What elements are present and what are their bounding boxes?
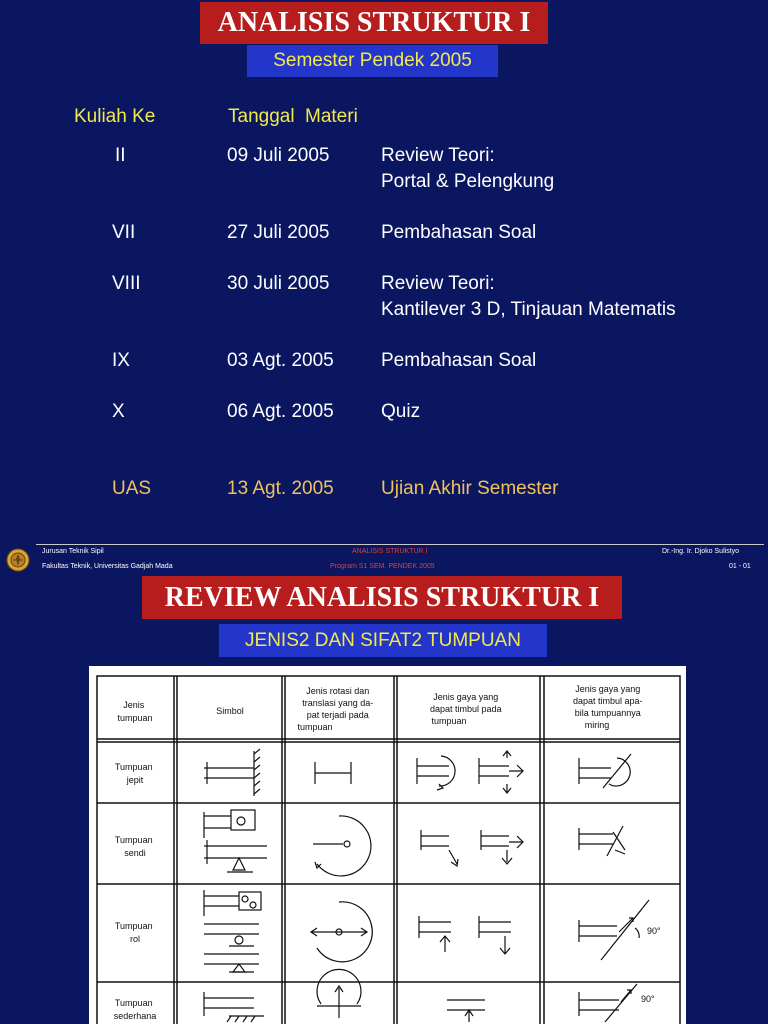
hinge-rotation-drawing bbox=[313, 816, 371, 876]
simple-rotation-drawing bbox=[317, 969, 361, 1018]
simple-inclined-drawing bbox=[579, 984, 637, 1022]
footer-author: Dr.-Ing. Ir. Djoko Sulistyo bbox=[662, 548, 740, 555]
row-kuliah: IX bbox=[112, 350, 130, 371]
simple-support-symbol bbox=[204, 992, 264, 1022]
angle-label-simple: 90° bbox=[641, 994, 655, 1004]
footer-course: ANALISIS STRUKTUR I bbox=[352, 548, 428, 555]
row-materi: Review Teori: bbox=[381, 145, 495, 166]
row-tanggal-uas: 13 Agt. 2005 bbox=[227, 478, 334, 499]
footer-program: Program S1 SEM. PENDEK 2005 bbox=[330, 563, 435, 570]
row-label-sendi: Tumpuan sendi bbox=[114, 835, 153, 858]
row-tanggal: 27 Juli 2005 bbox=[227, 222, 330, 243]
row-materi-line2: Portal & Pelengkung bbox=[381, 171, 555, 192]
supports-table-figure bbox=[89, 666, 686, 1024]
slide1-subtitle: Semester Pendek 2005 bbox=[247, 45, 498, 77]
header-materi: Materi bbox=[305, 106, 358, 127]
slide1-title: ANALISIS STRUKTUR I bbox=[200, 2, 548, 44]
fixed-rotation-drawing bbox=[315, 762, 351, 784]
row-tanggal: 09 Juli 2005 bbox=[227, 145, 330, 166]
col-header-rotasi: Jenis rotasi dan translasi yang da- pat terjadi pada tumpuan bbox=[297, 686, 374, 732]
col-header-simbol: Simbol bbox=[216, 706, 244, 716]
col-header-miring: Jenis gaya yang dapat timbul apa- bila tumpuannya miring bbox=[572, 684, 643, 730]
row-kuliah: X bbox=[112, 401, 125, 422]
row-materi: Pembahasan Soal bbox=[381, 350, 537, 371]
row-tanggal: 03 Agt. 2005 bbox=[227, 350, 334, 371]
row-tanggal: 06 Agt. 2005 bbox=[227, 401, 334, 422]
hinge-inclined-drawing bbox=[579, 826, 625, 856]
fixed-forces-drawing bbox=[417, 751, 523, 793]
row-label-jepit: Tumpuan jepit bbox=[114, 762, 153, 785]
row-materi: Review Teori: bbox=[381, 273, 495, 294]
col-header-gaya: Jenis gaya yang dapat timbul pada tumpuan bbox=[429, 692, 502, 726]
hinge-forces-drawing bbox=[421, 830, 523, 866]
fixed-inclined-drawing bbox=[579, 754, 631, 788]
col-header-jenis: Jenis tumpuan bbox=[117, 700, 153, 723]
row-label-sederhana: Tumpuan sederhana bbox=[113, 998, 157, 1021]
roller-forces-drawing bbox=[419, 916, 511, 954]
slide2-title: REVIEW ANALISIS STRUKTUR I bbox=[142, 576, 622, 619]
row-label-rol: Tumpuan rol bbox=[114, 921, 153, 944]
fixed-support-symbol bbox=[204, 749, 260, 796]
hinge-support-symbol bbox=[204, 810, 267, 872]
row-materi: Pembahasan Soal bbox=[381, 222, 537, 243]
row-materi-uas: Ujian Akhir Semester bbox=[381, 478, 559, 499]
row-materi-line2: Kantilever 3 D, Tinjauan Matematis bbox=[381, 299, 676, 320]
footer-faculty: Fakultas Teknik, Universitas Gadjah Mada bbox=[42, 563, 173, 570]
row-materi: Quiz bbox=[381, 401, 421, 422]
slide2-subtitle: JENIS2 DAN SIFAT2 TUMPUAN bbox=[219, 624, 547, 657]
footer-divider bbox=[36, 544, 764, 545]
row-kuliah: VII bbox=[112, 222, 136, 243]
roller-support-symbol bbox=[204, 890, 261, 972]
row-kuliah: II bbox=[115, 145, 126, 166]
supports-table-drawing bbox=[89, 666, 686, 1024]
row-tanggal: 30 Juli 2005 bbox=[227, 273, 330, 294]
roller-inclined-drawing bbox=[579, 900, 649, 960]
angle-label-roller: 90° bbox=[647, 926, 661, 936]
header-tanggal: Tanggal bbox=[228, 106, 295, 127]
row-kuliah: VIII bbox=[112, 273, 141, 294]
simple-forces-drawing bbox=[447, 1000, 485, 1022]
row-kuliah-uas: UAS bbox=[112, 478, 152, 499]
footer-page: 01 - 01 bbox=[729, 563, 751, 570]
header-kuliah: Kuliah Ke bbox=[74, 106, 156, 127]
footer-department: Jurusan Teknik Sipil bbox=[42, 548, 104, 555]
university-logo-icon bbox=[6, 548, 30, 572]
roller-rotation-drawing bbox=[311, 902, 372, 962]
